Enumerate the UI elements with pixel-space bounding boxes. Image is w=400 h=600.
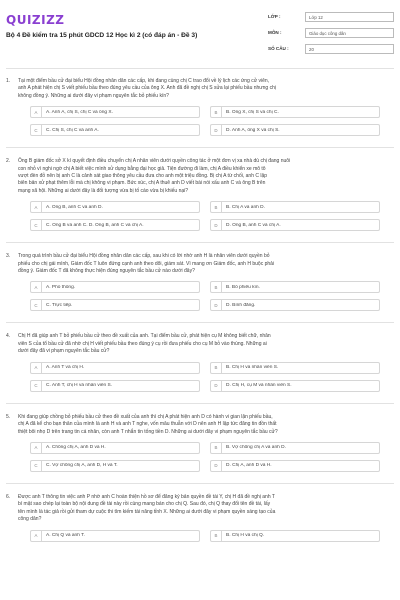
answer-option-c[interactable]	[30, 299, 200, 311]
question-4	[6, 333, 394, 403]
question-line: phiếu cho chị gái mình, Giám đốc T luôn đứng cạnh anh theo dõi, giám sát. Vì mang ơn Giám đốc, anh H buộc phải	[18, 260, 275, 267]
question-divider	[6, 242, 394, 243]
meta-row-subject	[268, 26, 394, 39]
question-row	[6, 78, 394, 100]
answer-option-b[interactable]	[210, 201, 380, 213]
question-divider	[6, 403, 394, 404]
question-line: mạng xã hội. Những ai dưới đây là đối tượng vừa bị tố cáo vừa bị khiếu nại?	[18, 187, 189, 194]
question-2	[6, 158, 394, 243]
answer-option-a[interactable]	[30, 442, 200, 454]
option-letter: A	[31, 363, 42, 373]
option-text: D. Ông B, anh C và chị A.	[226, 222, 281, 228]
answer-option-c[interactable]	[30, 124, 200, 136]
header-divider	[6, 68, 394, 69]
option-letter: D	[211, 300, 222, 310]
question-line: chị A đã kể cho bạn thân của mình là anh H và anh T nghe, vốn mâu thuẫn với D nên anh H lập tức đăng tin đồn thất	[18, 421, 277, 428]
option-text: B. Bỏ phiếu kín.	[226, 284, 260, 290]
question-line: anh A phát hiện chị S viết phiếu bầu theo đúng yêu cầu của ông X. Anh đã đề nghị chị S sửa lại phiếu bầu nhưng chị	[18, 85, 276, 92]
option-text: B. Chị A và anh D.	[226, 204, 265, 210]
option-text: C. Vợ chồng chị A, anh D, H và T.	[46, 463, 118, 469]
option-text: B. Ông X, chị S và chị C.	[226, 109, 279, 115]
option-letter: C	[31, 125, 42, 135]
answer-option-c[interactable]	[30, 219, 200, 231]
option-text: A. Anh A, chị S, chị C và ông X.	[46, 109, 113, 115]
question-line: vượt đèn đỏ nên bị anh C là cảnh sát giao thông yêu cầu đưa cho anh một triệu đồng. Bị chị A từ chối, anh C lập	[18, 173, 268, 180]
option-text: B. Vợ chồng chị A và anh D.	[226, 445, 286, 451]
option-text: C. Anh T, chị H và nhân viên S.	[46, 383, 113, 389]
question-row	[6, 158, 394, 195]
answer-option-b[interactable]	[210, 442, 380, 454]
question-text	[18, 333, 394, 355]
quizizz-logo: QUIZIZZ	[6, 13, 65, 27]
question-line: không đồng ý. Những ai dưới đây vi phạm nguyên tắc bỏ phiếu kín?	[18, 92, 169, 99]
option-letter: A	[31, 282, 42, 292]
question-line: bí mật sao chép lại toàn bộ nội dung đề tài này rồi cùng mang bán cho chị Q. Sau đó, chị Q thay đổi tên đề tài, lấy	[18, 501, 271, 508]
meta-panel	[268, 10, 394, 58]
question-line: viên S của tổ bầu cử đã nhờ chị H viết phiếu bầu theo đúng ý cụ rồi đưa phiếu cho cụ M bỏ vào thùng. Những ai	[18, 340, 267, 347]
answer-option-b[interactable]	[210, 106, 380, 118]
option-letter: C	[31, 461, 42, 471]
question-count-field: 20	[305, 44, 394, 54]
answer-option-c[interactable]	[30, 380, 200, 392]
class-field: Lớp 12	[305, 12, 394, 22]
option-letter: B	[211, 531, 222, 541]
option-letter: B	[211, 282, 222, 292]
option-letter: D	[211, 125, 222, 135]
option-letter: B	[211, 363, 222, 373]
answer-options	[30, 530, 394, 542]
meta-label: LỚP :	[268, 14, 281, 19]
page-title: Bộ 4 Đề kiểm tra 15 phút GDCD 12 Học kì 2 (có đáp án - Đề 3)	[6, 32, 198, 39]
option-text: C. Ông B và anh C. D. Ông B, anh C và chị A.	[46, 222, 144, 228]
question-number: 2.	[6, 158, 11, 165]
question-line: công dân?	[18, 516, 42, 523]
question-text	[18, 494, 394, 524]
question-line: tên mình là tác giả rồi gửi tham dự cuộc thi tìm kiếm tài năng tỉnh X. Những ai dưới đây vi phạm quyền sáng tạo của	[18, 508, 276, 515]
question-text	[18, 414, 394, 436]
answer-option-b[interactable]	[210, 362, 380, 374]
answer-options	[30, 281, 394, 311]
answer-options	[30, 442, 394, 472]
question-6	[6, 494, 394, 542]
answer-options	[30, 362, 394, 392]
question-line: Tại một điểm bầu cử đại biểu Hội đồng nhân dân các cấp, khi đang cùng chị C trao đổi về lý lịch các ứng cử viên,	[18, 78, 270, 84]
option-text: A. Chị Q và anh T.	[46, 533, 85, 539]
answer-options	[30, 106, 394, 136]
answer-option-a[interactable]	[30, 201, 200, 213]
option-letter: B	[211, 107, 222, 117]
answer-option-d[interactable]	[210, 124, 380, 136]
option-text: D. Chị H, cụ M và nhân viên S.	[226, 383, 292, 389]
meta-label: MÔN :	[268, 30, 282, 35]
question-line: dưới đây đã vi phạm nguyên tắc bầu cử?	[18, 348, 110, 355]
option-letter: C	[31, 300, 42, 310]
answer-option-b[interactable]	[210, 281, 380, 293]
meta-row-class	[268, 10, 394, 23]
question-row	[6, 414, 394, 436]
option-text: D. Chị A, anh D và H.	[226, 463, 272, 469]
option-letter: D	[211, 461, 222, 471]
option-text: D. Anh A, ông X và chị S.	[226, 127, 280, 133]
meta-label: SỐ CÂU :	[268, 46, 289, 51]
question-line: Chị H đã giúp anh T bỏ phiếu bầu cử theo đề xuất của anh. Tại điểm bầu cử, phát hiện cụ M không biết chữ, nhân	[18, 333, 271, 340]
option-text: D. Bình đẳng.	[226, 302, 256, 308]
question-line: con nhỏ vì nghi ngờ chị A biết việc mình sử dụng bằng đại học giả. Tiện đường đi làm, chị A điều khiển xe mô tô	[18, 165, 266, 172]
question-number: 3.	[6, 253, 11, 260]
question-line: đồng ý. Giám đốc T đã không thực hiện đúng nguyên tắc bầu cử nào dưới đây?	[18, 268, 195, 275]
option-letter: C	[31, 220, 42, 230]
option-text: A. Phổ thông.	[46, 284, 76, 290]
option-text: B. Chị H và nhân viên S.	[226, 365, 279, 371]
question-line: Ông B giám đốc sở X kí quyết định điều chuyển chị A nhân viên dưới quyền công tác ở một đơn vị xa nhà dù chị đang nuôi	[18, 158, 291, 165]
option-text: A. Ông B, anh C và anh D.	[46, 204, 103, 210]
question-text	[18, 78, 394, 100]
option-text: C. Trực tiếp.	[46, 302, 73, 308]
answer-option-d[interactable]	[210, 219, 380, 231]
option-letter: A	[31, 443, 42, 453]
answer-option-a[interactable]	[30, 530, 200, 542]
meta-row-count	[268, 42, 394, 55]
answer-options	[30, 201, 394, 231]
question-number: 6.	[6, 493, 11, 500]
question-text	[18, 158, 394, 195]
question-1	[6, 78, 394, 148]
answer-option-a[interactable]	[30, 106, 200, 118]
option-letter: A	[31, 107, 42, 117]
answer-option-d[interactable]	[210, 299, 380, 311]
option-letter: D	[211, 220, 222, 230]
option-letter: A	[31, 202, 42, 212]
question-row	[6, 333, 394, 355]
question-line: Khi đang giúp chồng bỏ phiếu bầu cử theo đề xuất của anh thì chị A phát hiện anh D có hành vi gian lận phiếu bầu,	[18, 413, 273, 420]
question-number: 4.	[6, 333, 11, 340]
option-letter: B	[211, 202, 222, 212]
question-line: Được anh T thông tin việc anh P nhờ anh C hoàn thiện hồ sơ để đăng ký bản quyền đề tài Y, chị H đã đề nghị anh T	[18, 493, 275, 500]
option-letter: B	[211, 443, 222, 453]
question-line: biên bản xử phạt thêm lỗi mà chị không vi phạm. Bức xúc, chị A thuê anh D viết bài nói xấu anh C và ông B trên	[18, 180, 266, 187]
question-number: 5.	[6, 413, 11, 420]
answer-option-c[interactable]	[30, 460, 200, 472]
answer-option-d[interactable]	[210, 460, 380, 472]
subject-field: Giáo dục công dân	[305, 28, 394, 38]
question-row	[6, 253, 394, 275]
question-text	[18, 253, 394, 275]
question-divider	[6, 322, 394, 323]
question-line: Trong quá trình bầu cử đại biểu Hội đồng nhân dân các cấp, sau khi có lời nhờ anh H là nhân viên dưới quyền bỏ	[18, 253, 270, 260]
question-row	[6, 494, 394, 524]
question-divider	[6, 147, 394, 148]
option-letter: D	[211, 381, 222, 391]
answer-option-b[interactable]	[210, 530, 380, 542]
question-number: 1.	[6, 78, 11, 84]
option-text: A. Chồng chị A, anh D và H.	[46, 445, 106, 451]
option-text: C. Chị S, chị C và anh A.	[46, 127, 99, 133]
question-line: thiệt bôi nhọ D trên trang tin cá nhân, còn anh T nhắn tin tống tiền D. Những ai dưới đây vi phạm nguyên tắc bầu cử?	[18, 428, 278, 435]
option-letter: C	[31, 381, 42, 391]
question-list	[6, 78, 394, 542]
answer-option-a[interactable]	[30, 281, 200, 293]
option-text: A. Anh T và chị H.	[46, 365, 85, 371]
answer-option-d[interactable]	[210, 380, 380, 392]
option-text: B. Chị H và chị Q.	[226, 533, 265, 539]
option-letter: A	[31, 531, 42, 541]
question-3	[6, 253, 394, 323]
question-divider	[6, 483, 394, 484]
answer-option-a[interactable]	[30, 362, 200, 374]
question-5	[6, 414, 394, 484]
